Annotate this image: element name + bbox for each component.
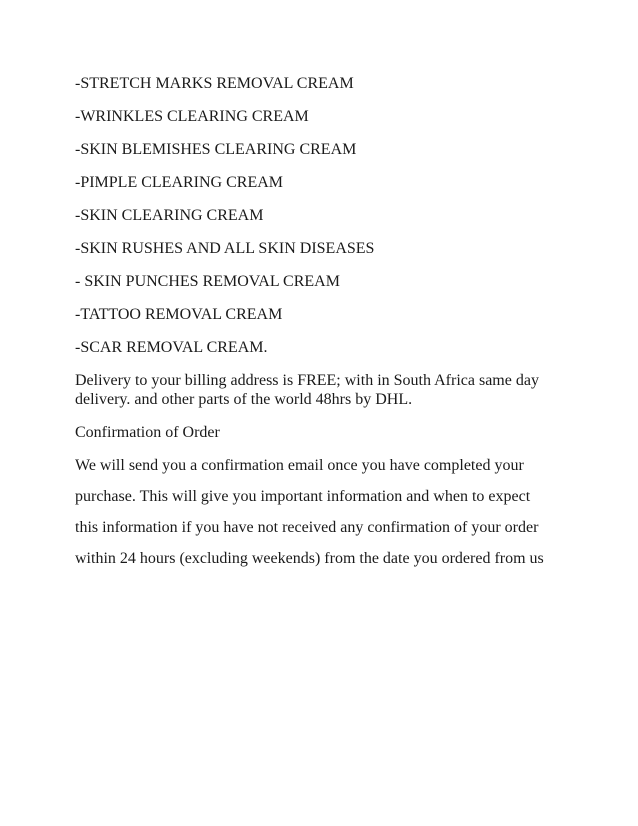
section-heading: Confirmation of Order bbox=[75, 424, 220, 441]
list-item: -SCAR REMOVAL CREAM. bbox=[75, 339, 268, 356]
list-item: -TATTOO REMOVAL CREAM bbox=[75, 306, 283, 323]
confirmation-paragraph: within 24 hours (excluding weekends) from the date you ordered from us bbox=[75, 550, 544, 567]
confirmation-paragraph: We will send you a confirmation email once you have completed your bbox=[75, 457, 524, 474]
confirmation-paragraph: this information if you have not received any confirmation of your order bbox=[75, 519, 539, 536]
confirmation-paragraph: purchase. This will give you important information and when to expect bbox=[75, 488, 531, 505]
delivery-paragraph: Delivery to your billing address is FREE; with in South Africa same day delivery. and other parts of the world 48hrs by DHL. bbox=[75, 372, 539, 408]
list-item: -WRINKLES CLEARING CREAM bbox=[75, 108, 309, 125]
list-item: -STRETCH MARKS REMOVAL CREAM bbox=[75, 75, 354, 92]
list-item: - SKIN PUNCHES REMOVAL CREAM bbox=[75, 273, 340, 290]
document-body bbox=[75, 74, 575, 580]
list-item: -PIMPLE CLEARING CREAM bbox=[75, 174, 284, 191]
list-item: -SKIN RUSHES AND ALL SKIN DISEASES bbox=[75, 240, 375, 257]
list-item: -SKIN CLEARING CREAM bbox=[75, 207, 264, 224]
list-item: -SKIN BLEMISHES CLEARING CREAM bbox=[75, 141, 357, 158]
